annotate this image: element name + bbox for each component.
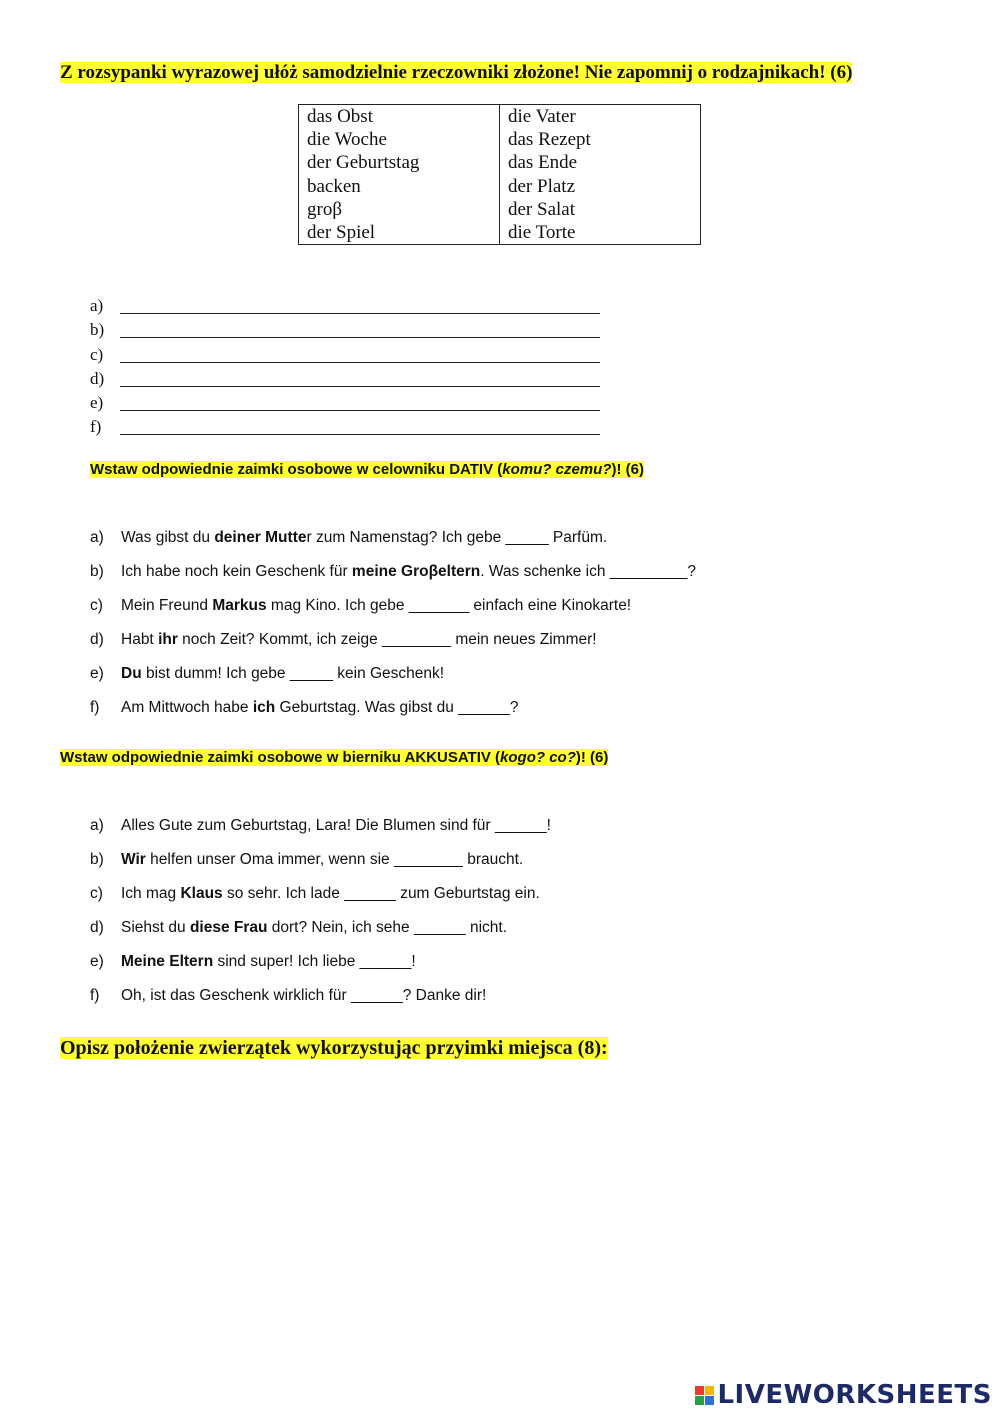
list-item	[90, 597, 696, 631]
list-item	[90, 529, 696, 563]
section-heading-akkusativ	[60, 749, 608, 766]
list-item	[90, 369, 600, 393]
logo-square-red	[695, 1386, 704, 1395]
item-letter: d)	[90, 919, 104, 936]
word-cell: der Geburtstag	[307, 152, 420, 174]
word-cell: der Spiel	[307, 222, 376, 244]
item-letter: e)	[90, 393, 104, 413]
heading-part: )! (6)	[611, 461, 644, 478]
sentence[interactable]: Mein Freund Markus mag Kino. Ich gebe _______ einfach eine Kinokarte!	[121, 597, 632, 614]
item-letter: c)	[90, 597, 103, 614]
list-item	[90, 699, 696, 733]
logo-square-blue	[705, 1396, 714, 1405]
sentence[interactable]: Am Mittwoch habe ich Geburtstag. Was gibst du ______?	[121, 699, 519, 716]
word-cell: das Obst	[307, 106, 373, 127]
word-cell: der Salat	[508, 198, 576, 220]
logo-square-green	[695, 1396, 704, 1405]
item-letter: f)	[90, 417, 102, 437]
heading-part: Wstaw odpowiednie zaimki osobowe w bierniku AKKUSATIV (	[60, 749, 501, 766]
list-item	[90, 345, 600, 369]
section-heading-dativ	[90, 461, 644, 478]
list-item	[90, 665, 696, 699]
liveworksheets-logo	[695, 1380, 992, 1410]
item-letter: d)	[90, 631, 104, 648]
heading-text	[90, 461, 644, 478]
item-letter: e)	[90, 665, 104, 682]
sentence[interactable]: Wir helfen unser Oma immer, wenn sie ________ braucht.	[121, 851, 524, 868]
item-letter: c)	[90, 885, 103, 902]
heading-part: )! (6)	[575, 749, 609, 766]
item-letter: f)	[90, 987, 100, 1004]
word-cell: das Ende	[508, 152, 578, 174]
section-heading-prepositions	[60, 1037, 608, 1060]
list-item	[90, 393, 600, 417]
dativ-exercise-list	[90, 529, 696, 733]
list-item	[90, 631, 696, 665]
word-cell: der Platz	[508, 175, 576, 197]
word-scramble-table	[298, 104, 701, 245]
list-item	[90, 851, 551, 885]
sentence[interactable]: Du bist dumm! Ich gebe _____ kein Geschenk!	[121, 665, 445, 682]
sentence[interactable]: Habt ihr noch Zeit? Kommt, ich zeige ________ mein neues Zimmer!	[121, 631, 597, 648]
item-letter: e)	[90, 953, 104, 970]
word-cell: das Rezept	[508, 129, 591, 151]
item-letter: f)	[90, 699, 100, 716]
word-cell: die Vater	[508, 106, 576, 127]
heading-italic: komu? czemu?	[502, 461, 612, 478]
list-item	[90, 417, 600, 441]
table-row	[299, 105, 701, 245]
item-letter: d)	[90, 368, 105, 388]
item-letter: b)	[90, 320, 105, 340]
word-cell: backen	[307, 175, 361, 197]
answer-blanks	[90, 296, 600, 442]
heading-text	[60, 749, 608, 766]
list-item	[90, 987, 551, 1021]
word-cell: die Woche	[307, 129, 387, 151]
list-item	[90, 817, 551, 851]
list-item	[90, 296, 600, 320]
answer-blank-f[interactable]	[120, 417, 600, 435]
logo-text: LIVEWORKSHEETS	[717, 1380, 992, 1410]
item-letter: a)	[90, 529, 104, 546]
heading-part: Wstaw odpowiednie zaimki osobowe w celowniku DATIV (	[90, 461, 503, 478]
heading-text: Z rozsypanki wyrazowej ułóż samodzielnie rzeczowniki złożone! Nie zapomnij o rodzajnikach! (6)	[60, 62, 853, 83]
sentence[interactable]: Ich mag Klaus so sehr. Ich lade ______ zum Geburtstag ein.	[121, 885, 540, 902]
list-item	[90, 953, 551, 987]
sentence[interactable]: Ich habe noch kein Geschenk für meine Groβeltern. Was schenke ich _________?	[121, 563, 696, 580]
item-letter: a)	[90, 296, 104, 315]
word-column-right	[500, 105, 701, 245]
section-heading-compound-nouns	[60, 62, 852, 84]
sentence[interactable]: Meine Eltern sind super! Ich liebe ______!	[121, 953, 416, 970]
sentence[interactable]: Oh, ist das Geschenk wirklich für ______? Danke dir!	[121, 987, 487, 1004]
answer-blank-b[interactable]	[120, 320, 600, 338]
item-letter: b)	[90, 851, 104, 868]
word-cell: groβ	[307, 198, 342, 220]
akkusativ-exercise-list	[90, 817, 551, 1021]
logo-square-yellow	[705, 1386, 714, 1395]
answer-blank-a[interactable]	[120, 296, 600, 314]
logo-icon	[695, 1386, 714, 1405]
list-item	[90, 563, 696, 597]
list-item	[90, 885, 551, 919]
sentence[interactable]: Was gibst du deiner Mutter zum Namenstag? Ich gebe _____ Parfüm.	[121, 529, 608, 546]
answer-blank-e[interactable]	[120, 393, 600, 411]
word-cell: die Torte	[508, 222, 576, 244]
list-item	[90, 320, 600, 344]
heading-italic: kogo? co?	[500, 749, 576, 766]
item-letter: a)	[90, 817, 104, 834]
sentence[interactable]: Siehst du diese Frau dort? Nein, ich sehe ______ nicht.	[121, 919, 508, 936]
word-column-left	[299, 105, 500, 245]
item-letter: c)	[90, 344, 104, 364]
answer-blank-c[interactable]	[120, 345, 600, 363]
list-item	[90, 919, 551, 953]
item-letter: b)	[90, 563, 104, 580]
sentence[interactable]: Alles Gute zum Geburtstag, Lara! Die Blumen sind für ______!	[121, 817, 551, 834]
answer-blank-d[interactable]	[120, 369, 600, 387]
heading-text: Opisz położenie zwierzątek wykorzystując przyimki miejsca (8):	[60, 1037, 608, 1059]
